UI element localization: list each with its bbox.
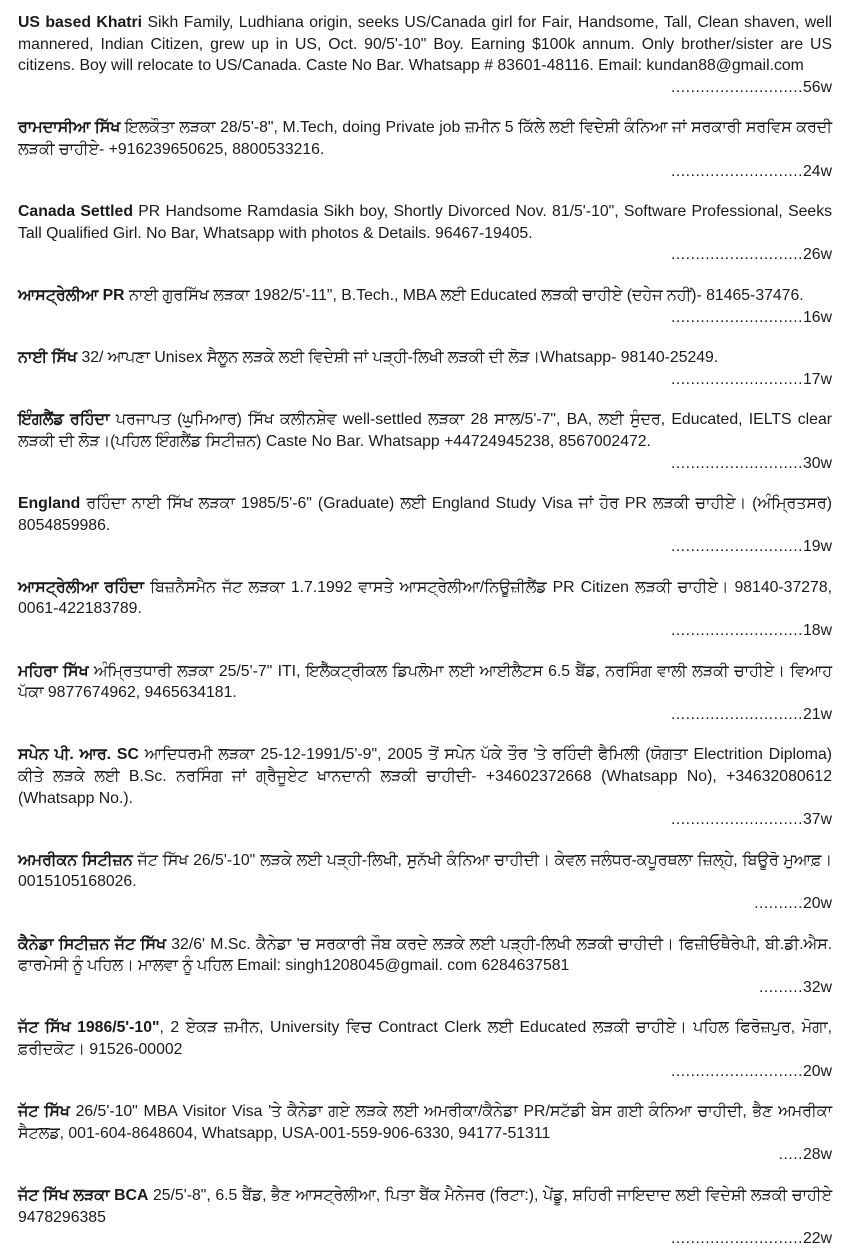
ad-body: 26/5'-10" MBA Visitor Visa 'ਤੇ ਕੈਨੇਡਾ ਗਏ ਲੜਕੇ ਲਈ ਅਮਰੀਕਾ/ਕੈਨੇਡਾ PR/ਸਟੱਡੀ ਬੇਸ ਗਈ ਕੰਨਿਆ ਚਾਹੀਦੀ, ਭੈਣ ਅਮਰੀਕਾ ਸੈਟਲਡ, 001-604-8648604, Whatsapp, USA-001-559-906-6330, 94177-51311 [18,1103,832,1142]
ad-body: ਰਹਿੰਦਾ ਨਾਈ ਸਿੱਖ ਲੜਕਾ 1985/5'-6" (Graduate) ਲਈ England Study Visa ਜਾਂ ਹੋਰ PR ਲੜਕੀ ਚਾਹੀਏ। (ਅੰਮ੍ਰਿਤਸਰ) 8054859986. [18,495,832,534]
ad-heading: ਇੰਗਲੈਂਡ ਰਹਿੰਦਾ [18,411,110,429]
ad-text [18,1017,832,1060]
ad-9 [18,661,832,726]
ad-footer [18,161,832,183]
ad-5 [18,347,832,390]
ad-text [18,201,832,244]
ad-text [18,661,832,704]
ad-dots: ........................... [671,454,804,472]
ad-heading: ਅਮਰੀਕਨ ਸਿਟੀਜ਼ਨ [18,851,133,869]
ad-text [18,1101,832,1144]
ad-2 [18,117,832,182]
ad-heading: England [18,495,81,513]
ad-dots: .......... [754,895,804,912]
ad-body: 32/6' M.Sc. ਕੈਨੇਡਾ 'ਚ ਸਰਕਾਰੀ ਜੌਬ ਕਰਦੇ ਲੜਕੇ ਲਈ ਪੜ੍ਹੀ-ਲਿਖੀ ਲੜਕੀ ਚਾਹੀਦੀ। ਫਿਜ਼ੀਓਥੈਰੇਪੀ, ਬੀ.ਡੀ.ਐਸ. ਫਾਰਮੇਸੀ ਨੂੰ ਪਹਿਲ। ਮਾਲਵਾ ਨੂੰ ਪਹਿਲ Email: singh1208045@gmail. com 6284637581 [18,935,832,975]
ad-text [18,285,832,307]
ad-footer [18,620,832,642]
ad-heading: ਜੱਟ ਸਿੱਖ ਲੜਕਾ BCA [18,1186,149,1204]
ad-dots: ........................... [671,1062,804,1080]
ad-dots: ..... [778,1146,804,1164]
ad-heading: ਮਹਿਰਾ ਸਿੱਖ [18,662,89,680]
ad-dots: ........................... [671,538,804,556]
ad-15 [18,1185,832,1250]
ad-footer [18,704,832,726]
ad-word-count: 20w [803,1062,832,1080]
ad-footer [18,77,832,99]
ad-12 [18,934,832,999]
ad-word-count: 16w [803,308,832,326]
ad-body: 32/ ਆਪਣਾ Unisex ਸੈਲੂਨ ਲੜਕੇ ਲਈ ਵਿਦੇਸ਼ੀ ਜਾਂ ਪੜ੍ਹੀ-ਲਿਖੀ ਲੜਕੀ ਦੀ ਲੋੜ।Whatsapp- 98140-25249. [77,349,719,367]
ad-1 [18,12,832,98]
ad-6 [18,409,832,474]
ad-footer [18,1061,832,1083]
ad-heading: ਰਾਮਦਾਸੀਆ ਸਿੱਖ [18,119,121,137]
ad-text [18,744,832,809]
ad-word-count: 37w [803,811,832,829]
ad-heading: Canada Settled [18,203,133,221]
ad-dots: ......... [759,978,804,996]
ad-text [18,850,832,893]
ad-footer [18,809,832,831]
ad-word-count: 19w [803,538,832,556]
ad-4 [18,285,832,328]
ad-footer [18,244,832,266]
ad-body: ਬਿਜ਼ਨੈਸਮੈਨ ਜੱਟ ਲੜਕਾ 1.7.1992 ਵਾਸਤੇ ਆਸਟ੍ਰੇਲੀਆ/ਨਿਊਜ਼ੀਲੈਂਡ PR Citizen ਲੜਕੀ ਚਾਹੀਏ। 98140-37278, 0061-422183789. [18,578,832,618]
ad-heading: ਸਪੇਨ ਪੀ. ਆਰ. SC [18,746,139,764]
ad-footer [18,307,832,329]
ad-word-count: 17w [803,370,832,388]
ad-body: , 2 ਏਕੜ ਜ਼ਮੀਨ, University ਵਿਚ Contract Clerk ਲਈ Educated ਲੜਕੀ ਚਾਹੀਏ। ਪਹਿਲ ਫਿਰੋਜ਼ਪੁਰ, ਮੋਗਾ, ਫ਼ਰੀਦਕੋਟ। 91526-00002 [18,1019,832,1058]
ad-text [18,493,832,536]
ad-word-count: 30w [803,454,832,472]
ad-text [18,577,832,620]
ad-body: ਜੱਟ ਸਿੱਖ 26/5'-10" ਲੜਕੇ ਲਈ ਪੜ੍ਹੀ-ਲਿਖੀ, ਸੁਨੱਖੀ ਕੰਨਿਆ ਚਾਹੀਦੀ। ਕੇਵਲ ਜਲੰਧਰ-ਕਪੂਰਥਲਾ ਜ਼ਿਲ੍ਹੇ, ਬਿਊਰੋ ਮੁਆਫ਼। 0015105168026. [18,851,833,891]
ad-word-count: 24w [803,162,832,180]
ad-footer [18,893,832,915]
ad-text [18,117,832,160]
ad-heading: ਨਾਈ ਸਿੱਖ [18,349,78,367]
ad-word-count: 28w [803,1146,832,1164]
ad-footer [18,536,832,558]
ad-footer [18,453,832,475]
ad-text [18,12,832,77]
ad-7 [18,493,832,558]
ad-dots: ........................... [671,162,804,180]
ad-dots: ........................... [671,308,804,326]
ad-word-count: 21w [803,705,832,723]
ad-body: ਆਦਿਧਰਮੀ ਲੜਕਾ 25-12-1991/5'-9", 2005 ਤੋਂ ਸਪੇਨ ਪੱਕੇ ਤੌਰ 'ਤੇ ਰਹਿੰਦੀ ਫੈਮਿਲੀ (ਯੋਗਤਾ Electrition Diploma) ਕੀਤੇ ਲੜਕੇ ਲਈ B.Sc. ਨਰਸਿੰਗ ਜਾਂ ਗ੍ਰੈਜੂਏਟ ਖਾਨਦਾਨੀ ਲੜਕੀ ਚਾਹੀਦੀ- +34602372668 (Whatsapp No), +34632080612 (Whatsapp No.). [18,746,832,807]
ad-body: Sikh Family, Ludhiana origin, seeks US/Canada girl for Fair, Handsome, Tall, Clean shaven, well mannered, Indian Citizen, grew up in US, Oct. 90/5'-10" Boy. Earning $100k annum. Only brother/sister are US citizens. Boy will relocate to US/Canada. Caste No Bar. Whatsapp # 83601-48116. Email: kundan88@gmail.com [18,14,832,75]
ad-footer [18,1228,832,1250]
ad-text [18,409,832,452]
ad-heading: ਜੱਟ ਸਿੱਖ [18,1103,70,1121]
ad-text [18,1185,832,1228]
ad-dots: ........................... [671,705,804,723]
ad-body: ਨਾਈ ਗੁਰਸਿੱਖ ਲੜਕਾ 1982/5'-11", B.Tech., MBA ਲਈ Educated ਲੜਕੀ ਚਾਹੀਏ (ਦਹੇਜ ਨਹੀਂ)- 81465-37476. [124,286,804,304]
ad-body: 25/5'-8", 6.5 ਬੈਂਡ, ਭੈਣ ਆਸਟ੍ਰੇਲੀਆ, ਪਿਤਾ ਬੈਂਕ ਮੈਨੇਜਰ (ਰਿਟਾ:), ਪੇਂਡੂ, ਸ਼ਹਿਰੀ ਜਾਇਦਾਦ ਲਈ ਵਿਦੇਸ਼ੀ ਲੜਕੀ ਚਾਹੀਏ 9478296385 [18,1186,832,1226]
ad-footer [18,1144,832,1166]
ad-word-count: 26w [803,246,832,264]
ad-13 [18,1017,832,1082]
ad-10 [18,744,832,830]
ad-body: ਅੰਮ੍ਰਿਤਧਾਰੀ ਲੜਕਾ 25/5'-7" ITI, ਇਲੈੱਕਟ੍ਰੀਕਲ ਡਿਪਲੋਮਾ ਲਈ ਆਈਲੈਟਸ 6.5 ਬੈਂਡ, ਨਰਸਿੰਗ ਵਾਲੀ ਲੜਕੀ ਚਾਹੀਏ। ਵਿਆਹ ਪੱਕਾ 9877674962, 9465634181. [18,662,833,702]
ad-word-count: 18w [803,622,832,640]
ad-word-count: 20w [803,895,832,912]
ad-heading: ਜੱਟ ਸਿੱਖ 1986/5'-10" [18,1019,160,1037]
ad-11 [18,850,832,915]
ad-footer [18,977,832,999]
ad-dots: ........................... [671,246,804,264]
ad-body: ਇਲਕੌਤਾ ਲੜਕਾ 28/5'-8", M.Tech, doing Private job ਜ਼ਮੀਨ 5 ਕਿੱਲੇ ਲਈ ਵਿਦੇਸ਼ੀ ਕੰਨਿਆ ਜਾਂ ਸਰਕਾਰੀ ਸਰਵਿਸ ਕਰਦੀ ਲੜਕੀ ਚਾਹੀਏ- +916239650625, 8800533216. [18,119,833,158]
ad-heading: ਆਸਟ੍ਰੇਲੀਆ ਰਹਿੰਦਾ [18,578,144,596]
ad-dots: ........................... [671,78,804,96]
ad-14 [18,1101,832,1166]
ad-heading: ਕੈਨੇਡਾ ਸਿਟੀਜ਼ਨ ਜੱਟ ਸਿੱਖ [18,935,166,953]
ad-word-count: 32w [803,978,832,996]
ad-dots: ........................... [671,1230,804,1248]
ad-word-count: 56w [803,78,832,96]
ad-dots: ........................... [671,370,804,388]
ad-heading: US based Khatri [18,14,143,31]
ad-text [18,347,832,369]
ad-text [18,934,832,977]
ad-8 [18,577,832,642]
ad-word-count: 22w [803,1230,832,1248]
ad-heading: ਆਸਟ੍ਰੇਲੀਆ PR [18,286,125,304]
ad-body: ਪਰਜਾਪਤ (ਘੁਮਿਆਰ) ਸਿੱਖ ਕਲੀਨਸ਼ੇਵ well-settled ਲੜਕਾ 28 ਸਾਲ/5'-7", BA, ਲਈ ਸੁੰਦਰ, Educated, IELTS clear ਲੜਕੀ ਦੀ ਲੋੜ।(ਪਹਿਲ ਇੰਗਲੈਂਡ ਸਿਟੀਜ਼ਨ) Caste No Bar. Whatsapp +44724945238, 8567002472. [18,411,833,450]
ad-dots: ........................... [671,811,804,829]
ad-dots: ........................... [671,622,804,640]
ad-body: PR Handsome Ramdasia Sikh boy, Shortly Divorced Nov. 81/5'-10", Software Professional, Seeks Tall Qualified Girl. No Bar, Whatsapp with photos & Details. 96467-19405. [18,203,832,242]
ad-footer [18,369,832,391]
ad-3 [18,201,832,266]
